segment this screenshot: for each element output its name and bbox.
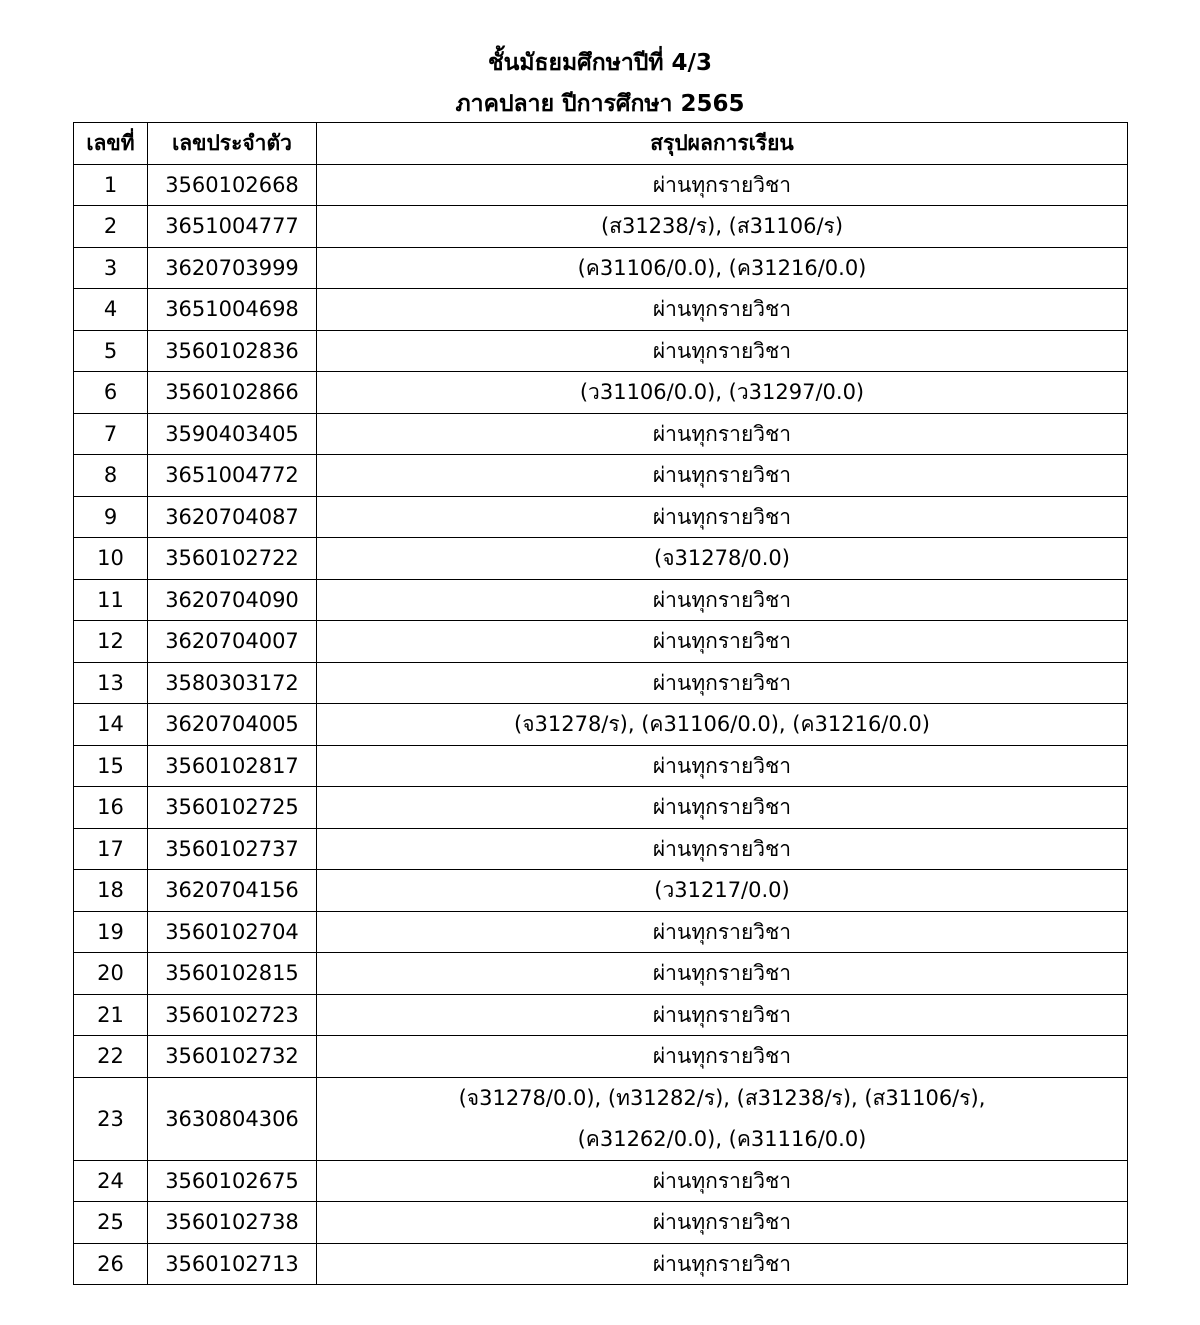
- cell-student-id: 3560102732: [148, 1036, 317, 1078]
- table-row: [74, 206, 1128, 248]
- cell-result-summary: [317, 911, 1128, 953]
- cell-number: 4: [74, 289, 148, 331]
- result-line: ผ่านทุกรายวิชา: [652, 1251, 792, 1276]
- cell-result-summary: [317, 330, 1128, 372]
- result-line: ผ่านทุกรายวิชา: [652, 172, 792, 197]
- result-line: (ว31217/0.0): [654, 878, 790, 903]
- table-row: [74, 1243, 1128, 1285]
- cell-student-id: 3560102815: [148, 953, 317, 995]
- cell-number: 23: [74, 1077, 148, 1160]
- table-header-row: [74, 123, 1128, 165]
- table-row: [74, 745, 1128, 787]
- cell-result-summary: [317, 828, 1128, 870]
- cell-student-id: 3620704156: [148, 870, 317, 912]
- cell-result-summary: [317, 538, 1128, 580]
- table-row: [74, 911, 1128, 953]
- cell-student-id: 3651004777: [148, 206, 317, 248]
- cell-number: 22: [74, 1036, 148, 1078]
- cell-result-summary: [317, 1202, 1128, 1244]
- cell-number: 19: [74, 911, 148, 953]
- cell-student-id: 3560102836: [148, 330, 317, 372]
- result-line: ผ่านทุกรายวิชา: [652, 463, 792, 488]
- cell-result-summary: [317, 953, 1128, 995]
- table-row: [74, 164, 1128, 206]
- cell-result-summary: [317, 994, 1128, 1036]
- cell-result-summary: [317, 662, 1128, 704]
- result-line: ผ่านทุกรายวิชา: [652, 504, 792, 529]
- cell-number: 12: [74, 621, 148, 663]
- table-row: [74, 953, 1128, 995]
- result-line: (จ31278/0.0), (ท31282/ร), (ส31238/ร), (ส31106/ร),: [458, 1085, 986, 1110]
- table-row: [74, 538, 1128, 580]
- table-row: [74, 1077, 1128, 1160]
- table-row: [74, 496, 1128, 538]
- cell-student-id: 3560102723: [148, 994, 317, 1036]
- cell-result-summary: [317, 1243, 1128, 1285]
- table-row: [74, 621, 1128, 663]
- cell-number: 7: [74, 413, 148, 455]
- result-line: ผ่านทุกรายวิชา: [652, 836, 792, 861]
- result-line: (ว31106/0.0), (ว31297/0.0): [579, 380, 865, 405]
- cell-result-summary: [317, 579, 1128, 621]
- table-body: [74, 164, 1128, 1285]
- cell-student-id: 3620703999: [148, 247, 317, 289]
- cell-result-summary: [317, 289, 1128, 331]
- table-row: [74, 413, 1128, 455]
- cell-student-id: 3630804306: [148, 1077, 317, 1160]
- table-row: [74, 1160, 1128, 1202]
- result-line: ผ่านทุกรายวิชา: [652, 1002, 792, 1027]
- cell-result-summary: [317, 1036, 1128, 1078]
- table-row: [74, 372, 1128, 414]
- cell-result-summary: [317, 745, 1128, 787]
- cell-number: 10: [74, 538, 148, 580]
- cell-number: 3: [74, 247, 148, 289]
- result-line: (ค31106/0.0), (ค31216/0.0): [577, 255, 867, 280]
- cell-result-summary: [317, 372, 1128, 414]
- cell-student-id: 3651004698: [148, 289, 317, 331]
- result-line: ผ่านทุกรายวิชา: [652, 1044, 792, 1069]
- table-row: [74, 455, 1128, 497]
- cell-student-id: 3560102866: [148, 372, 317, 414]
- cell-number: 2: [74, 206, 148, 248]
- cell-result-summary: [317, 413, 1128, 455]
- column-header-number: เลขที่: [74, 123, 148, 165]
- cell-student-id: 3620704087: [148, 496, 317, 538]
- cell-number: 1: [74, 164, 148, 206]
- page-title: ชั้นมัธยมศึกษาปีที่ 4/3: [488, 50, 712, 76]
- result-line: ผ่านทุกรายวิชา: [652, 1168, 792, 1193]
- result-line: ผ่านทุกรายวิชา: [652, 795, 792, 820]
- cell-result-summary: [317, 1077, 1128, 1160]
- cell-number: 20: [74, 953, 148, 995]
- cell-student-id: 3560102675: [148, 1160, 317, 1202]
- result-line: ผ่านทุกรายวิชา: [652, 421, 792, 446]
- table-row: [74, 828, 1128, 870]
- cell-result-summary: [317, 704, 1128, 746]
- cell-student-id: 3580303172: [148, 662, 317, 704]
- table-row: [74, 1202, 1128, 1244]
- cell-result-summary: [317, 621, 1128, 663]
- cell-result-summary: [317, 164, 1128, 206]
- cell-result-summary: [317, 455, 1128, 497]
- cell-student-id: 3560102704: [148, 911, 317, 953]
- cell-number: 9: [74, 496, 148, 538]
- result-line: (ส31238/ร), (ส31106/ร): [600, 214, 844, 239]
- result-line: ผ่านทุกรายวิชา: [652, 919, 792, 944]
- cell-student-id: 3560102725: [148, 787, 317, 829]
- cell-student-id: 3560102668: [148, 164, 317, 206]
- result-line: ผ่านทุกรายวิชา: [652, 629, 792, 654]
- cell-student-id: 3620704005: [148, 704, 317, 746]
- cell-number: 15: [74, 745, 148, 787]
- table-row: [74, 994, 1128, 1036]
- table-row: [74, 289, 1128, 331]
- cell-number: 25: [74, 1202, 148, 1244]
- cell-student-id: 3590403405: [148, 413, 317, 455]
- result-line: ผ่านทุกรายวิชา: [652, 961, 792, 986]
- result-line: ผ่านทุกรายวิชา: [652, 338, 792, 363]
- cell-number: 11: [74, 579, 148, 621]
- cell-result-summary: [317, 206, 1128, 248]
- cell-number: 26: [74, 1243, 148, 1285]
- result-line: (จ31278/0.0): [654, 546, 790, 571]
- cell-number: 8: [74, 455, 148, 497]
- table-row: [74, 870, 1128, 912]
- table-row: [74, 662, 1128, 704]
- cell-number: 5: [74, 330, 148, 372]
- table-row: [74, 247, 1128, 289]
- cell-student-id: 3560102722: [148, 538, 317, 580]
- results-table: [73, 122, 1128, 1285]
- cell-result-summary: [317, 496, 1128, 538]
- cell-number: 21: [74, 994, 148, 1036]
- table-row: [74, 1036, 1128, 1078]
- column-header-result-summary: สรุปผลการเรียน: [317, 123, 1128, 165]
- cell-student-id: 3651004772: [148, 455, 317, 497]
- cell-student-id: 3560102713: [148, 1243, 317, 1285]
- cell-number: 14: [74, 704, 148, 746]
- table-row: [74, 330, 1128, 372]
- cell-number: 17: [74, 828, 148, 870]
- table-row: [74, 704, 1128, 746]
- table-row: [74, 579, 1128, 621]
- cell-result-summary: [317, 1160, 1128, 1202]
- cell-number: 18: [74, 870, 148, 912]
- result-line: ผ่านทุกรายวิชา: [652, 670, 792, 695]
- cell-result-summary: [317, 247, 1128, 289]
- cell-student-id: 3560102817: [148, 745, 317, 787]
- result-line: ผ่านทุกรายวิชา: [652, 297, 792, 322]
- cell-number: 13: [74, 662, 148, 704]
- cell-student-id: 3620704007: [148, 621, 317, 663]
- cell-student-id: 3560102738: [148, 1202, 317, 1244]
- result-line: (ค31262/0.0), (ค31116/0.0): [577, 1126, 867, 1151]
- cell-number: 24: [74, 1160, 148, 1202]
- cell-result-summary: [317, 870, 1128, 912]
- cell-result-summary: [317, 787, 1128, 829]
- result-line: (จ31278/ร), (ค31106/0.0), (ค31216/0.0): [514, 712, 930, 737]
- cell-student-id: 3620704090: [148, 579, 317, 621]
- table-row: [74, 787, 1128, 829]
- column-header-student-id: เลขประจำตัว: [148, 123, 317, 165]
- page-subtitle: ภาคปลาย ปีการศึกษา 2565: [455, 91, 745, 117]
- cell-student-id: 3560102737: [148, 828, 317, 870]
- cell-number: 16: [74, 787, 148, 829]
- result-line: ผ่านทุกรายวิชา: [652, 587, 792, 612]
- result-line: ผ่านทุกรายวิชา: [652, 1210, 792, 1235]
- cell-number: 6: [74, 372, 148, 414]
- result-line: ผ่านทุกรายวิชา: [652, 753, 792, 778]
